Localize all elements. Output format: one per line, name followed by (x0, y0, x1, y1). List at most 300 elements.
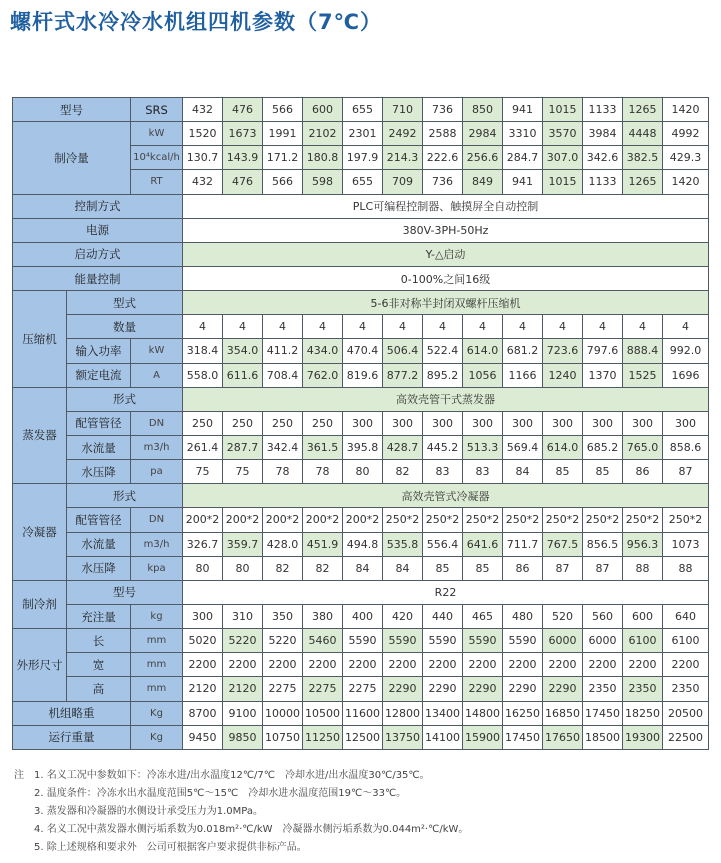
value-cell: 80 (183, 556, 223, 580)
capacity-row (13, 266, 709, 290)
value-cell: 250 (263, 411, 303, 435)
value-cell: 2492 (383, 122, 423, 146)
value-cell: 535.8 (383, 532, 423, 556)
value-cell: 3984 (583, 122, 623, 146)
compressor-qty-label: 数量 (67, 315, 183, 339)
value-cell: 566 (263, 170, 303, 194)
value-cell: 6000 (543, 629, 583, 653)
value-cell: 300 (623, 411, 663, 435)
cooling-unit: kW (131, 122, 183, 146)
value-cell: 17450 (503, 725, 543, 749)
value-cell: 2200 (183, 653, 223, 677)
value-cell: 87 (583, 556, 623, 580)
value-cell: 14100 (423, 725, 463, 749)
condenser-flow-label: 水流量 (67, 532, 131, 556)
value-cell: 85 (543, 460, 583, 484)
value-cell: 5590 (503, 629, 543, 653)
value-cell: 15900 (463, 725, 503, 749)
value-cell: 2275 (343, 677, 383, 701)
value-cell: 300 (583, 411, 623, 435)
value-cell: 2301 (343, 122, 383, 146)
value-cell: 420 (383, 604, 423, 628)
size-length-unit: mm (131, 629, 183, 653)
value-cell: 261.4 (183, 435, 223, 459)
value-cell: 522.4 (423, 339, 463, 363)
value-cell: 256.6 (463, 146, 503, 170)
compressor-input-label: 输入功率 (67, 339, 131, 363)
evaporator-type-label: 形式 (67, 387, 183, 411)
value-cell: 12500 (343, 725, 383, 749)
value-cell: 82 (263, 556, 303, 580)
value-cell: 797.6 (583, 339, 623, 363)
note-item (14, 767, 468, 785)
value-cell: 1420 (663, 98, 709, 122)
capacity-value: 0-100%之间16级 (183, 266, 709, 290)
value-cell: 858.6 (663, 435, 709, 459)
value-cell: 2290 (383, 677, 423, 701)
value-cell: 655 (343, 98, 383, 122)
value-cell: 307.0 (543, 146, 583, 170)
value-cell: 83 (463, 460, 503, 484)
note-item (14, 821, 468, 839)
value-cell: 8700 (183, 701, 223, 725)
value-cell: 432 (183, 170, 223, 194)
refrigerant-label: 制冷剂 (13, 580, 67, 628)
evaporator-flow-unit: m3/h (131, 435, 183, 459)
value-cell: 78 (263, 460, 303, 484)
size-width-unit: mm (131, 653, 183, 677)
value-cell: 395.8 (343, 435, 383, 459)
value-cell: 250 (183, 411, 223, 435)
evaporator-label: 蒸发器 (13, 387, 67, 484)
value-cell: 941 (503, 170, 543, 194)
value-cell: 354.0 (223, 339, 263, 363)
page-title: 螺杆式水冷冷水机组四机参数（7℃） (10, 10, 383, 34)
note-item (14, 803, 468, 821)
value-cell: 382.5 (623, 146, 663, 170)
model-unit: SRS (131, 98, 183, 122)
value-cell: 2290 (463, 677, 503, 701)
value-cell: 14800 (463, 701, 503, 725)
value-cell: 5590 (383, 629, 423, 653)
refrigerant-type-label: 型号 (67, 580, 183, 604)
value-cell: 2290 (503, 677, 543, 701)
start-label: 启动方式 (13, 242, 183, 266)
value-cell: 2275 (303, 677, 343, 701)
value-cell: 6000 (583, 629, 623, 653)
value-cell: 84 (503, 460, 543, 484)
note-text: 4. 名义工况中蒸发器水侧污垢系数为0.018m²·℃/kW 冷凝器水侧污垢系数为0.044m²·℃/kW。 (34, 824, 469, 835)
value-cell: 250*2 (383, 508, 423, 532)
cooling-unit: 10⁴kcal/h (131, 146, 183, 170)
value-cell: 82 (303, 556, 343, 580)
value-cell: 4 (263, 315, 303, 339)
value-cell: 5220 (263, 629, 303, 653)
value-cell: 432 (183, 98, 223, 122)
size-width-row (13, 653, 709, 677)
value-cell: 598 (303, 170, 343, 194)
value-cell: 480 (503, 604, 543, 628)
value-cell: 75 (223, 460, 263, 484)
value-cell: 4 (623, 315, 663, 339)
value-cell: 6100 (663, 629, 709, 653)
value-cell: 180.8 (303, 146, 343, 170)
value-cell: 20500 (663, 701, 709, 725)
value-cell: 10500 (303, 701, 343, 725)
value-cell: 4 (583, 315, 623, 339)
note-text: 5. 除上述规格和要求外 公司可根据客户要求提供非标产品。 (34, 842, 307, 853)
power-row (13, 218, 709, 242)
value-cell: 434.0 (303, 339, 343, 363)
value-cell: 1166 (503, 363, 543, 387)
value-cell: 4 (303, 315, 343, 339)
value-cell: 80 (343, 460, 383, 484)
value-cell: 222.6 (423, 146, 463, 170)
value-cell: 78 (303, 460, 343, 484)
value-cell: 600 (623, 604, 663, 628)
control-value: PLC可编程控制器、触摸屏全自动控制 (183, 194, 709, 218)
value-cell: 250 (303, 411, 343, 435)
value-cell: 13750 (383, 725, 423, 749)
value-cell: 1133 (583, 170, 623, 194)
value-cell: 2102 (303, 122, 343, 146)
condenser-pipe-label: 配管管径 (67, 508, 131, 532)
value-cell: 318.4 (183, 339, 223, 363)
value-cell: 300 (183, 604, 223, 628)
value-cell: 3570 (543, 122, 583, 146)
value-cell: 850 (463, 98, 503, 122)
condenser-flow-unit: m3/h (131, 532, 183, 556)
value-cell: 2200 (663, 653, 709, 677)
refrigerant-type-value: R22 (183, 580, 709, 604)
value-cell: 2200 (623, 653, 663, 677)
control-row (13, 194, 709, 218)
value-cell: 476 (223, 98, 263, 122)
value-cell: 941 (503, 98, 543, 122)
size-height-row (13, 677, 709, 701)
value-cell: 2200 (383, 653, 423, 677)
value-cell: 85 (463, 556, 503, 580)
value-cell: 4 (663, 315, 709, 339)
value-cell: 361.5 (303, 435, 343, 459)
cooling-row (13, 122, 709, 146)
weight-label: 机组略重 (13, 701, 131, 725)
value-cell: 877.2 (383, 363, 423, 387)
value-cell: 819.6 (343, 363, 383, 387)
power-value: 380V-3PH-50Hz (183, 218, 709, 242)
value-cell: 4 (383, 315, 423, 339)
value-cell: 4 (543, 315, 583, 339)
value-cell: 2200 (543, 653, 583, 677)
start-value: Y-△启动 (183, 242, 709, 266)
value-cell: 11600 (343, 701, 383, 725)
value-cell: 4 (183, 315, 223, 339)
value-cell: 1370 (583, 363, 623, 387)
value-cell: 4 (343, 315, 383, 339)
value-cell: 558.0 (183, 363, 223, 387)
value-cell: 428.0 (263, 532, 303, 556)
size-height-label: 高 (67, 677, 131, 701)
value-cell: 4 (503, 315, 543, 339)
value-cell: 300 (343, 411, 383, 435)
size-length-row (13, 629, 709, 653)
value-cell: 708.4 (263, 363, 303, 387)
value-cell: 429.3 (663, 146, 709, 170)
size-length-label: 长 (67, 629, 131, 653)
value-cell: 560 (583, 604, 623, 628)
condenser-label: 冷凝器 (13, 484, 67, 581)
value-cell: 992.0 (663, 339, 709, 363)
size-width-label: 宽 (67, 653, 131, 677)
value-cell: 895.2 (423, 363, 463, 387)
condenser-type-label: 形式 (67, 484, 183, 508)
op_weight-unit: Kg (131, 725, 183, 749)
size-label: 外形尺寸 (13, 629, 67, 701)
value-cell: 200*2 (303, 508, 343, 532)
value-cell: 1696 (663, 363, 709, 387)
note-prefix: 注 (14, 770, 24, 781)
value-cell: 1133 (583, 98, 623, 122)
value-cell: 470.4 (343, 339, 383, 363)
value-cell: 2120 (183, 677, 223, 701)
value-cell: 400 (343, 604, 383, 628)
value-cell: 250*2 (543, 508, 583, 532)
value-cell: 300 (383, 411, 423, 435)
value-cell: 16850 (543, 701, 583, 725)
weight-unit: Kg (131, 701, 183, 725)
refrigerant-charge-unit: kg (131, 604, 183, 628)
value-cell: 4448 (623, 122, 663, 146)
value-cell: 2200 (263, 653, 303, 677)
value-cell: 736 (423, 170, 463, 194)
condenser-flow-row (13, 532, 709, 556)
compressor-current-row (13, 363, 709, 387)
condenser-drop-unit: kpa (131, 556, 183, 580)
compressor-label: 压缩机 (13, 291, 67, 388)
value-cell: 300 (543, 411, 583, 435)
value-cell: 85 (423, 556, 463, 580)
compressor-qty-row (13, 315, 709, 339)
value-cell: 82 (383, 460, 423, 484)
weight-row (13, 701, 709, 725)
compressor-current-label: 额定电流 (67, 363, 131, 387)
value-cell: 1073 (663, 532, 709, 556)
value-cell: 86 (623, 460, 663, 484)
compressor-input-row (13, 339, 709, 363)
evaporator-pipe-row (13, 411, 709, 435)
value-cell: 300 (463, 411, 503, 435)
condenser-type-value: 高效壳管式冷凝器 (183, 484, 709, 508)
value-cell: 18500 (583, 725, 623, 749)
value-cell: 84 (383, 556, 423, 580)
value-cell: 380 (303, 604, 343, 628)
value-cell: 428.7 (383, 435, 423, 459)
value-cell: 765.0 (623, 435, 663, 459)
value-cell: 9100 (223, 701, 263, 725)
value-cell: 250*2 (583, 508, 623, 532)
value-cell: 655 (343, 170, 383, 194)
value-cell: 84 (343, 556, 383, 580)
value-cell: 342.6 (583, 146, 623, 170)
value-cell: 2120 (223, 677, 263, 701)
value-cell: 300 (503, 411, 543, 435)
value-cell: 723.6 (543, 339, 583, 363)
power-label: 电源 (13, 218, 183, 242)
value-cell: 200*2 (183, 508, 223, 532)
value-cell: 1056 (463, 363, 503, 387)
value-cell: 310 (223, 604, 263, 628)
value-cell: 19300 (623, 725, 663, 749)
value-cell: 1015 (543, 98, 583, 122)
value-cell: 711.7 (503, 532, 543, 556)
value-cell: 4 (463, 315, 503, 339)
value-cell: 17650 (543, 725, 583, 749)
value-cell: 10750 (263, 725, 303, 749)
value-cell: 10000 (263, 701, 303, 725)
value-cell: 849 (463, 170, 503, 194)
value-cell: 600 (303, 98, 343, 122)
value-cell: 1015 (543, 170, 583, 194)
value-cell: 411.2 (263, 339, 303, 363)
value-cell: 87 (663, 460, 709, 484)
value-cell: 2200 (343, 653, 383, 677)
value-cell: 3310 (503, 122, 543, 146)
op_weight-label: 运行重量 (13, 725, 131, 749)
value-cell: 171.2 (263, 146, 303, 170)
refrigerant-charge-label: 充注量 (67, 604, 131, 628)
value-cell: 513.3 (463, 435, 503, 459)
value-cell: 250 (223, 411, 263, 435)
value-cell: 6100 (623, 629, 663, 653)
value-cell: 2200 (423, 653, 463, 677)
value-cell: 2200 (503, 653, 543, 677)
value-cell: 1420 (663, 170, 709, 194)
value-cell: 451.9 (303, 532, 343, 556)
value-cell: 200*2 (343, 508, 383, 532)
note-item (14, 839, 468, 857)
compressor-input-unit: kW (131, 339, 183, 363)
value-cell: 4992 (663, 122, 709, 146)
value-cell: 350 (263, 604, 303, 628)
value-cell: 520 (543, 604, 583, 628)
value-cell: 709 (383, 170, 423, 194)
value-cell: 342.4 (263, 435, 303, 459)
value-cell: 250*2 (423, 508, 463, 532)
note-item (14, 785, 468, 803)
value-cell: 300 (423, 411, 463, 435)
refrigerant-type-row (13, 580, 709, 604)
condenser-drop-label: 水压降 (67, 556, 131, 580)
value-cell: 143.9 (223, 146, 263, 170)
evaporator-drop-row (13, 460, 709, 484)
control-label: 控制方式 (13, 194, 183, 218)
value-cell: 556.4 (423, 532, 463, 556)
value-cell: 506.4 (383, 339, 423, 363)
value-cell: 130.7 (183, 146, 223, 170)
compressor-type-value: 5-6非对称半封闭双螺杆压缩机 (183, 291, 709, 315)
evaporator-type-row (13, 387, 709, 411)
value-cell: 2200 (223, 653, 263, 677)
spec-table (12, 97, 709, 750)
value-cell: 18250 (623, 701, 663, 725)
value-cell: 640 (663, 604, 709, 628)
size-height-unit: mm (131, 677, 183, 701)
value-cell: 5460 (303, 629, 343, 653)
model-row (13, 98, 709, 122)
value-cell: 284.7 (503, 146, 543, 170)
value-cell: 359.7 (223, 532, 263, 556)
value-cell: 856.5 (583, 532, 623, 556)
compressor-type-row (13, 291, 709, 315)
value-cell: 5590 (343, 629, 383, 653)
evaporator-flow-row (13, 435, 709, 459)
value-cell: 465 (463, 604, 503, 628)
value-cell: 1673 (223, 122, 263, 146)
value-cell: 440 (423, 604, 463, 628)
value-cell: 13400 (423, 701, 463, 725)
value-cell: 250*2 (623, 508, 663, 532)
op_weight-row (13, 725, 709, 749)
value-cell: 4 (223, 315, 263, 339)
value-cell: 1991 (263, 122, 303, 146)
note-text: 2. 温度条件：冷冻水出水温度范围5℃～15℃ 冷却水进水温度范围19℃～33℃。 (34, 788, 407, 799)
value-cell: 326.7 (183, 532, 223, 556)
value-cell: 200*2 (263, 508, 303, 532)
value-cell: 250*2 (463, 508, 503, 532)
value-cell: 2200 (583, 653, 623, 677)
value-cell: 1265 (623, 170, 663, 194)
value-cell: 614.0 (463, 339, 503, 363)
start-row (13, 242, 709, 266)
value-cell: 80 (223, 556, 263, 580)
evaporator-flow-label: 水流量 (67, 435, 131, 459)
value-cell: 611.6 (223, 363, 263, 387)
evaporator-drop-label: 水压降 (67, 460, 131, 484)
value-cell: 2200 (303, 653, 343, 677)
value-cell: 250*2 (663, 508, 709, 532)
note-text: 1. 名义工况中参数如下：冷冻水进/出水温度12℃/7℃ 冷却水进/出水温度30℃/35℃。 (34, 770, 430, 781)
value-cell: 300 (663, 411, 709, 435)
value-cell: 614.0 (543, 435, 583, 459)
condenser-pipe-unit: DN (131, 508, 183, 532)
value-cell: 569.4 (503, 435, 543, 459)
value-cell: 88 (623, 556, 663, 580)
evaporator-pipe-unit: DN (131, 411, 183, 435)
value-cell: 5590 (423, 629, 463, 653)
value-cell: 1240 (543, 363, 583, 387)
value-cell: 1265 (623, 98, 663, 122)
value-cell: 2350 (583, 677, 623, 701)
condenser-drop-row (13, 556, 709, 580)
value-cell: 16250 (503, 701, 543, 725)
compressor-type-label: 型式 (67, 291, 183, 315)
value-cell: 4 (423, 315, 463, 339)
cooling-unit: RT (131, 170, 183, 194)
evaporator-pipe-label: 配管管径 (67, 411, 131, 435)
value-cell: 710 (383, 98, 423, 122)
value-cell: 22500 (663, 725, 709, 749)
value-cell: 888.4 (623, 339, 663, 363)
value-cell: 5220 (223, 629, 263, 653)
evaporator-drop-unit: pa (131, 460, 183, 484)
value-cell: 956.3 (623, 532, 663, 556)
cooling-label: 制冷量 (13, 122, 131, 194)
notes (14, 767, 468, 857)
refrigerant-charge-row (13, 604, 709, 628)
value-cell: 2350 (663, 677, 709, 701)
value-cell: 214.3 (383, 146, 423, 170)
value-cell: 87 (543, 556, 583, 580)
